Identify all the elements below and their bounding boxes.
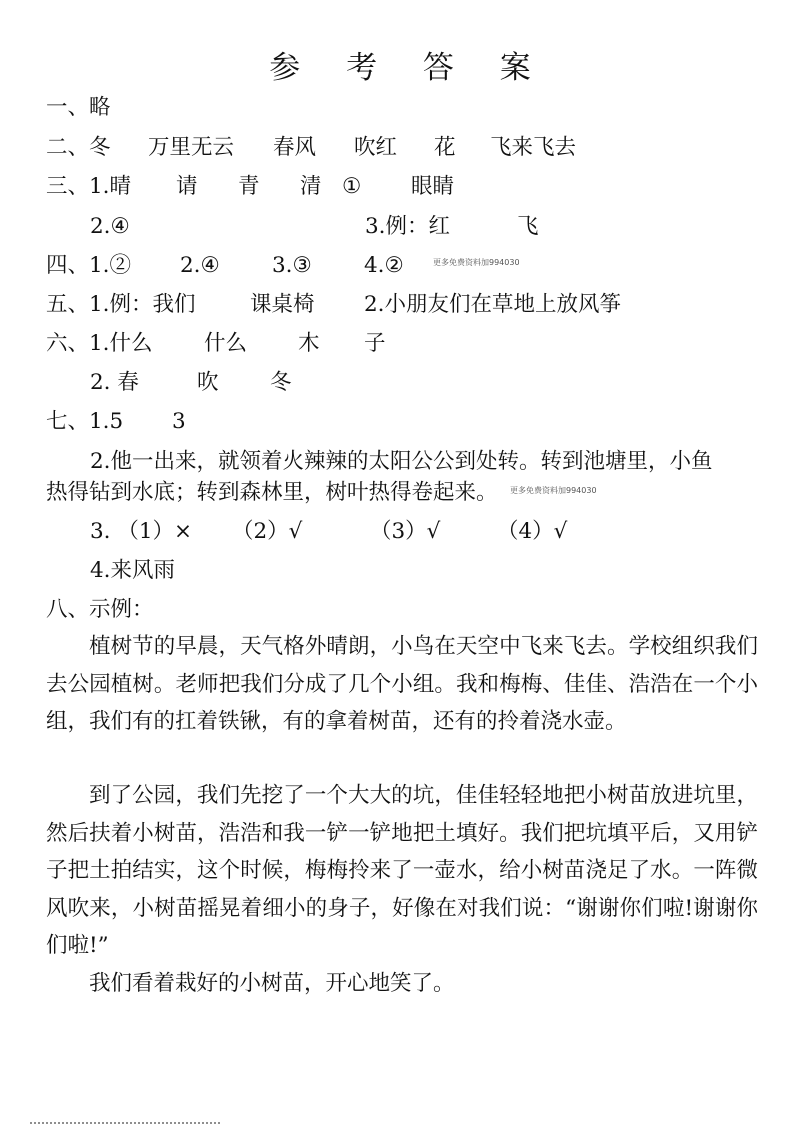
section-6-item: 子 bbox=[364, 331, 386, 356]
watermark-text: 更多免费资料加994030 bbox=[433, 258, 520, 267]
section-6-item: 吹 bbox=[197, 370, 219, 395]
section-7-item: （2）√ bbox=[232, 519, 303, 544]
section-3-item: 眼睛 bbox=[411, 174, 455, 199]
section-7-item: 4.来风雨 bbox=[90, 558, 176, 583]
section-5-item: 2.小朋友们在草地上放风筝 bbox=[364, 292, 622, 317]
section-7-item: 七、1.5 bbox=[46, 409, 124, 434]
section-6-item: 2. 春 bbox=[90, 370, 139, 395]
section-2-label: 二、冬 bbox=[46, 135, 111, 160]
section-3-item: 请 bbox=[176, 174, 198, 199]
section-7-paragraph-line: 热得钻到水底；转到森林里，树叶热得卷起来。 bbox=[46, 480, 498, 505]
section-5-item: 课桌椅 bbox=[250, 292, 315, 317]
section-6-item: 冬 bbox=[270, 370, 292, 395]
section-2-item: 万里无云 bbox=[148, 135, 235, 160]
section-6-item: 什么 bbox=[204, 331, 248, 356]
page-title: 参 考 答 案 bbox=[269, 50, 549, 86]
section-7-paragraph-line: 2.他一出来，就领着火辣辣的太阳公公到处转。转到池塘里，小鱼 bbox=[90, 449, 713, 474]
bottom-edge-artifact bbox=[30, 1122, 220, 1134]
section-4-item: 四、1.② bbox=[46, 253, 132, 278]
section-4-item: 3.③ bbox=[272, 253, 312, 278]
section-3-item: 清 bbox=[300, 174, 322, 199]
section-2-item: 飞来飞去 bbox=[490, 135, 577, 160]
essay-paragraph: 到了公园，我们先挖了一个大大的坑，佳佳轻轻地把小树苗放进坑里，然后扶着小树苗，浩浩和我一铲一铲地把土填好。我们把坑填平后，又用铲子把土拍结实，这个时候，梅梅拎来了一壶水，给小树苗浇足了水。一阵微风吹来，小树苗摇晃着细小的身子，好像在对我们说：“谢谢你们啦!谢谢你们啦!” bbox=[46, 783, 758, 958]
watermark-text: 更多免费资料加994030 bbox=[510, 486, 597, 495]
section-2-item: 春风 bbox=[273, 135, 317, 160]
section-7-item: （3）√ bbox=[370, 519, 441, 544]
section-7-item: （4）√ bbox=[497, 519, 568, 544]
section-6-item: 六、1.什么 bbox=[46, 331, 153, 356]
section-3-subanswer: 2.④ bbox=[90, 214, 130, 239]
essay-paragraph: 植树节的早晨，天气格外晴朗，小鸟在天空中飞来飞去。学校组织我们去公园植树。老师把我们分成了几个小组。我和梅梅、佳佳、浩浩在一个小组，我们有的扛着铁锹，有的拿着树苗，还有的拎着浇水壶。 bbox=[46, 634, 758, 734]
section-6-item: 木 bbox=[298, 331, 320, 356]
section-8-label: 八、示例： bbox=[46, 597, 154, 622]
section-3-subanswer: 飞 bbox=[517, 214, 539, 239]
section-3-subanswer: 3.例：红 bbox=[365, 214, 451, 239]
section-3-label: 三、1.晴 bbox=[46, 174, 132, 199]
answer-section-1: 一、略 bbox=[46, 95, 111, 120]
section-7-item: 3 bbox=[172, 409, 186, 434]
section-3-item: 青 bbox=[238, 174, 260, 199]
section-5-item: 五、1.例：我们 bbox=[46, 292, 196, 317]
section-2-item: 花 bbox=[434, 135, 456, 160]
section-4-item: 4.② bbox=[364, 253, 404, 278]
essay-paragraph: 我们看着栽好的小树苗，开心地笑了。 bbox=[89, 971, 455, 996]
section-4-item: 2.④ bbox=[180, 253, 220, 278]
section-2-item: 吹红 bbox=[354, 135, 398, 160]
section-7-item: 3. （1）× bbox=[90, 519, 193, 544]
section-3-item: ① bbox=[342, 174, 362, 199]
